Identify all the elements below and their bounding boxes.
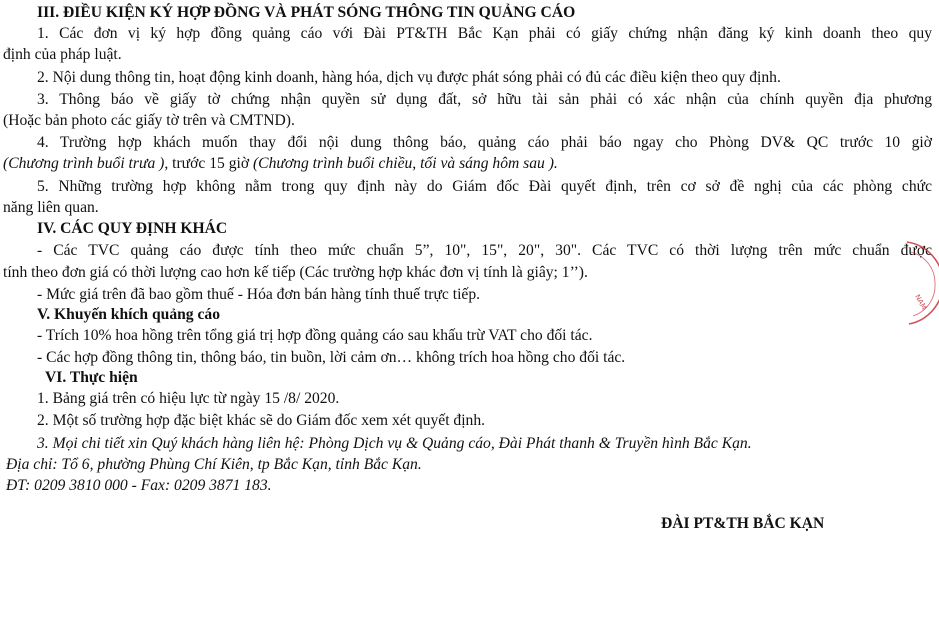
section-6-contact-info: 3. Mọi chi tiết xin Quý khách hàng liên hệ: Phòng Dịch vụ & Quảng cáo, Đài Phát thanh & Truyền hình Bắc Kạn. xyxy=(37,435,752,452)
section-3-item-4-line-1: 4. Trường hợp khách muốn thay đổi nội dung thông báo, quảng cáo phải báo ngay cho Phòng DV& QC trước 10 giờ xyxy=(37,134,932,151)
noon-program-note: (Chương trình buổi trưa ) xyxy=(3,155,165,172)
section-4-tax-note: - Mức giá trên đã bao gồm thuế - Hóa đơn bán hàng tính thuế trực tiếp. xyxy=(37,286,481,303)
section-4-tvc-line-2: tính theo đơn giá có thời lượng cao hơn kế tiếp (Các trường hợp khác đơn vị tính là giây; 1’’). xyxy=(3,264,588,281)
signature-organization: ĐÀI PT&TH BẮC KẠN xyxy=(661,514,825,532)
section-4-tvc-line-1: - Các TVC quảng cáo được tính theo mức chuẩn 5”, 10", 15", 20", 30". Các TVC có thời lượng trên mức chuẩn được xyxy=(37,242,932,259)
section-3-item-1-line-1: 1. Các đơn vị ký hợp đồng quảng cáo với Đài PT&TH Bắc Kạn phải có giấy chứng nhận đăng ký kinh doanh theo quy xyxy=(37,25,932,42)
contact-phone-fax: ĐT: 0209 3810 000 - Fax: 0209 3871 183. xyxy=(6,477,272,494)
section-3-item-1-line-2: định của pháp luật. xyxy=(3,46,122,63)
section-6-effective-date: 1. Bảng giá trên có hiệu lực từ ngày 15 /8/ 2020. xyxy=(37,390,340,407)
section-3-item-5-line-2: năng liên quan. xyxy=(3,199,99,216)
section-3-item-5-line-1: 5. Những trường hợp không nằm trong quy định này do Giám đốc Đài quyết định, trên cơ sở đề nghị của các phòng chức xyxy=(37,178,932,195)
section-3-item-2: 2. Nội dung thông tin, hoạt động kinh doanh, hàng hóa, dịch vụ được phát sóng phải có đủ các điều kiện theo quy định. xyxy=(37,69,781,86)
section-5-heading: V. Khuyến khích quảng cáo xyxy=(37,306,221,323)
deadline-15h-text: , trước 15 giờ xyxy=(164,155,253,172)
evening-program-note: (Chương trình buổi chiều, tối và sáng hôm sau ). xyxy=(252,155,558,172)
contact-address: Địa chỉ: Tổ 6, phường Phùng Chí Kiên, tp Bắc Kạn, tỉnh Bắc Kạn. xyxy=(6,456,422,473)
section-6-heading: VI. Thực hiện xyxy=(45,369,138,386)
section-5-no-commission: - Các hợp đồng thông tin, thông báo, tin buồn, lời cảm ơn… không trích hoa hồng cho đối tác. xyxy=(37,349,626,366)
section-3-item-4-line-2 xyxy=(3,154,939,173)
section-3-item-3-line-1: 3. Thông báo về giấy tờ chứng nhận quyền sử dụng đất, sở hữu tài sản phải có xác nhận của chính quyền địa phương xyxy=(37,91,932,108)
section-6-special-cases: 2. Một số trường hợp đặc biệt khác sẽ do Giám đốc xem xét quyết định. xyxy=(37,412,486,429)
section-5-commission: - Trích 10% hoa hồng trên tổng giá trị hợp đồng quảng cáo sau khấu trừ VAT cho đối tác. xyxy=(37,327,593,344)
red-stamp-seal-icon xyxy=(899,238,939,328)
section-3-item-3-line-2: (Hoặc bản photo các giấy tờ trên và CMTND). xyxy=(3,112,295,129)
stamp-text: NAM xyxy=(913,293,928,312)
section-3-heading: III. ĐIỀU KIỆN KÝ HỢP ĐỒNG VÀ PHÁT SÓNG THÔNG TIN QUẢNG CÁO xyxy=(37,4,576,21)
section-4-heading: IV. CÁC QUY ĐỊNH KHÁC xyxy=(37,220,228,237)
